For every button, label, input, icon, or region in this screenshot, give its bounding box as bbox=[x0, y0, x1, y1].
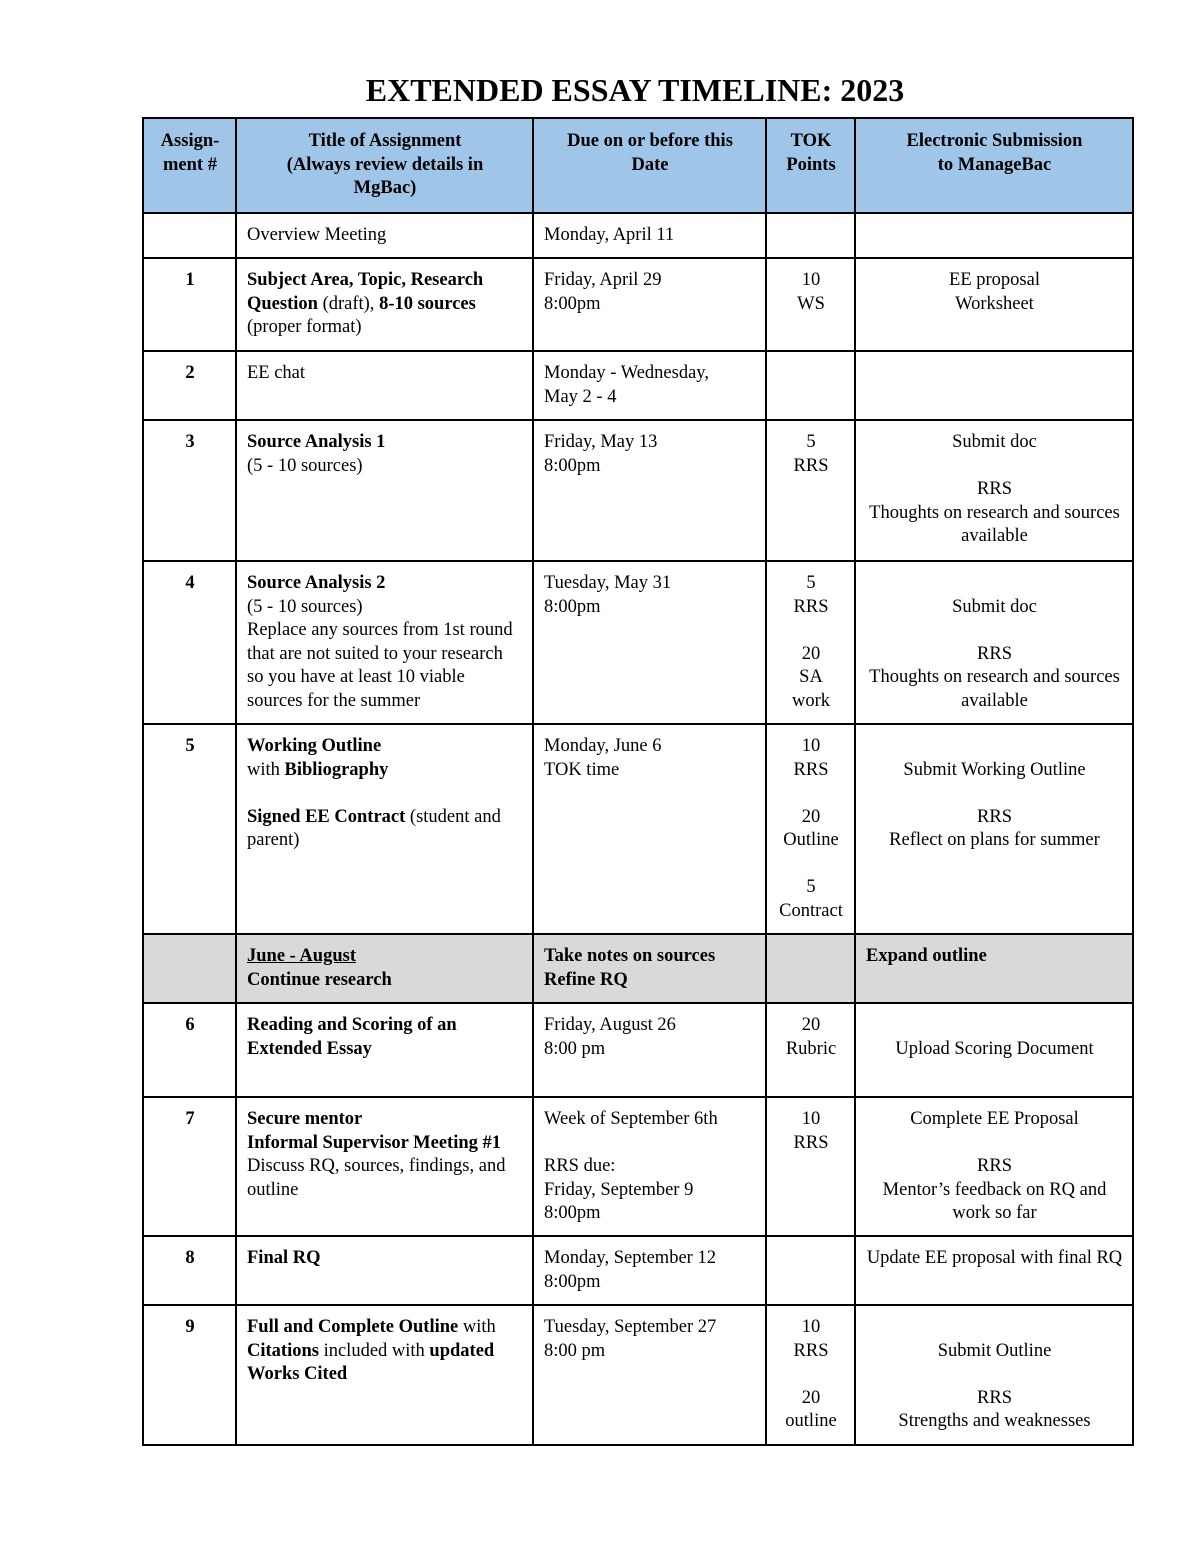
submission bbox=[855, 213, 1133, 258]
tok-points: 10 RRS 20 Outline 5 Contract bbox=[766, 724, 855, 934]
due-date: Monday - Wednesday, May 2 - 4 bbox=[533, 351, 766, 420]
submission: Expand outline bbox=[855, 934, 1133, 1003]
assignment-title: Secure mentor Informal Supervisor Meeting #1 Discuss RQ, sources, findings, and outline bbox=[236, 1097, 533, 1236]
assignment-number: 6 bbox=[143, 1003, 236, 1097]
tok-points: 10 WS bbox=[766, 258, 855, 351]
assignment-number: 4 bbox=[143, 561, 236, 724]
table-row bbox=[143, 420, 1133, 561]
assignment-title: Source Analysis 1 (5 - 10 sources) bbox=[236, 420, 533, 561]
tok-points: 10 RRS 20 outline bbox=[766, 1305, 855, 1445]
table-row bbox=[143, 561, 1133, 724]
due-date: Tuesday, September 27 8:00 pm bbox=[533, 1305, 766, 1445]
assignment-title: Reading and Scoring of an Extended Essay bbox=[236, 1003, 533, 1097]
page-title: EXTENDED ESSAY TIMELINE: 2023 bbox=[365, 72, 905, 108]
table-row bbox=[143, 1236, 1133, 1305]
tok-points bbox=[766, 213, 855, 258]
submission: EE proposal Worksheet bbox=[855, 258, 1133, 351]
table-row bbox=[143, 351, 1133, 420]
assignment-number: 9 bbox=[143, 1305, 236, 1445]
tok-points bbox=[766, 934, 855, 1003]
submission: Update EE proposal with final RQ bbox=[855, 1236, 1133, 1305]
table-row bbox=[143, 1305, 1133, 1445]
tok-points: 20 Rubric bbox=[766, 1003, 855, 1097]
table-row bbox=[143, 258, 1133, 351]
submission: Submit Working Outline RRS Reflect on plans for summer bbox=[855, 724, 1133, 934]
assignment-title: Source Analysis 2 (5 - 10 sources) Replace any sources from 1st round that are not suited to your research so you have at least 10 viable sources for the summer bbox=[236, 561, 533, 724]
header-submission: Electronic Submission to ManageBac bbox=[855, 118, 1133, 213]
due-date: Monday, April 11 bbox=[533, 213, 766, 258]
header-assignment-number: Assign- ment # bbox=[143, 118, 236, 213]
header-tok-points: TOK Points bbox=[766, 118, 855, 213]
assignment-number: 8 bbox=[143, 1236, 236, 1305]
header-due-date: Due on or before this Date bbox=[533, 118, 766, 213]
assignment-number: 2 bbox=[143, 351, 236, 420]
due-date: Monday, June 6 TOK time bbox=[533, 724, 766, 934]
assignment-number: 5 bbox=[143, 724, 236, 934]
assignment-title: June - August Continue research bbox=[236, 934, 533, 1003]
assignment-number: 3 bbox=[143, 420, 236, 561]
tok-points: 5 RRS bbox=[766, 420, 855, 561]
table-row bbox=[143, 934, 1133, 1003]
due-date: Friday, May 13 8:00pm bbox=[533, 420, 766, 561]
due-date: Friday, April 29 8:00pm bbox=[533, 258, 766, 351]
tok-points: 5 RRS 20 SA work bbox=[766, 561, 855, 724]
submission: Complete EE Proposal RRS Mentor’s feedback on RQ and work so far bbox=[855, 1097, 1133, 1236]
assignment-number: 1 bbox=[143, 258, 236, 351]
assignment-title: EE chat bbox=[236, 351, 533, 420]
due-date: Take notes on sources Refine RQ bbox=[533, 934, 766, 1003]
due-date: Tuesday, May 31 8:00pm bbox=[533, 561, 766, 724]
assignment-title: Overview Meeting bbox=[236, 213, 533, 258]
due-date: Friday, August 26 8:00 pm bbox=[533, 1003, 766, 1097]
assignment-title: Final RQ bbox=[236, 1236, 533, 1305]
assignment-number: 7 bbox=[143, 1097, 236, 1236]
assignment-number bbox=[143, 213, 236, 258]
assignment-title: Working Outline with Bibliography Signed EE Contract (student and parent) bbox=[236, 724, 533, 934]
due-date: Week of September 6th RRS due: Friday, September 9 8:00pm bbox=[533, 1097, 766, 1236]
tok-points bbox=[766, 351, 855, 420]
due-date: Monday, September 12 8:00pm bbox=[533, 1236, 766, 1305]
table-row bbox=[143, 213, 1133, 258]
submission: Upload Scoring Document bbox=[855, 1003, 1133, 1097]
header-title: Title of Assignment (Always review details in MgBac) bbox=[236, 118, 533, 213]
assignment-title: Full and Complete Outline with Citations included with updated Works Cited bbox=[236, 1305, 533, 1445]
submission: Submit doc RRS Thoughts on research and sources available bbox=[855, 561, 1133, 724]
tok-points: 10 RRS bbox=[766, 1097, 855, 1236]
table-row bbox=[143, 724, 1133, 934]
tok-points bbox=[766, 1236, 855, 1305]
header-row bbox=[143, 118, 1133, 213]
table-row bbox=[143, 1097, 1133, 1236]
submission: Submit Outline RRS Strengths and weaknesses bbox=[855, 1305, 1133, 1445]
submission: Submit doc RRS Thoughts on research and sources available bbox=[855, 420, 1133, 561]
submission bbox=[855, 351, 1133, 420]
assignment-title: Subject Area, Topic, Research Question (draft), 8-10 sources (proper format) bbox=[236, 258, 533, 351]
assignment-number bbox=[143, 934, 236, 1003]
timeline-table bbox=[142, 117, 1134, 1446]
table-row bbox=[143, 1003, 1133, 1097]
